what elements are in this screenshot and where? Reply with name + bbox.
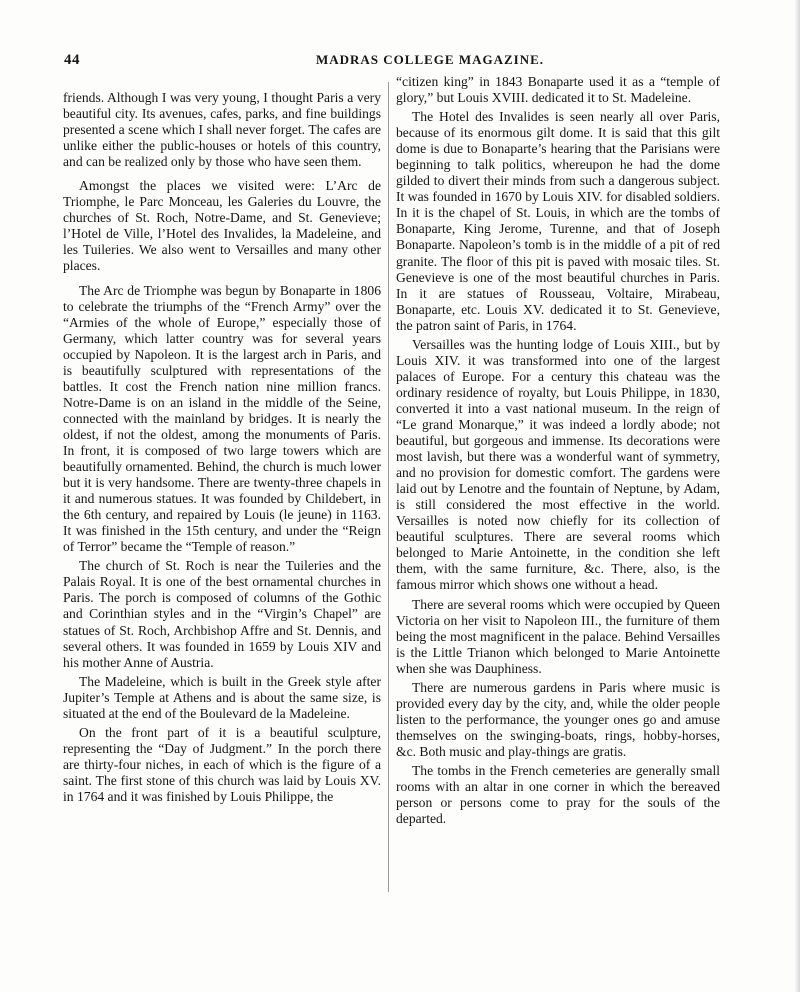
paragraph: The Hotel des Invalides is seen nearly all over Paris, because of its enormous gilt dome. It is said that this gilt dome is due to Bonaparte’s hearing that the Parisians were beginning to talk politics, whereupon he had the dome gilded to divert their minds from such a dangerous subject. It was founded in 1670 by Louis XIV. for disabled soldiers. In it is the chapel of St. Louis, in which are the tombs of Bonaparte, King Jerome, Turenne, and that of Joseph Bonaparte. Napoleon’s tomb is in the middle of a pit of red granite. The floor of this pit is paved with mosaic tiles. St. Genevieve is one of the most beautiful churches in Paris. In it are statues of Rousseau, Voltaire, Mirabeau, Bonaparte, etc. Louis XV. dedicated it to St. Genevieve, the patron saint of Paris, in 1764. (396, 109, 720, 333)
paragraph: There are numerous gardens in Paris where music is provided every day by the city, and, while the older people listen to the performance, the younger ones go and amuse themselves on the swinging-boats, rings, hobby-horses, &c. Both music and play-things are gratis. (396, 679, 720, 759)
left-column (63, 90, 381, 805)
right-column (396, 74, 720, 827)
paragraph: There are several rooms which were occupied by Queen Victoria on her visit to Napoleon III., the furniture of them being the most magnificent in the palace. Behind Versailles is the Little Trianon which belonged to Marie Antoinette when she was Dauphiness. (396, 596, 720, 676)
column-divider (388, 82, 389, 892)
paragraph: The tombs in the French cemeteries are generally small rooms with an altar in one corner in which the bereaved person or persons come to pray for the souls of the departed. (396, 762, 720, 827)
paragraph: The Arc de Triomphe was begun by Bonaparte in 1806 to celebrate the triumphs of the “French Army” over the “Armies of the whole of Europe,” especially those of Germany, which latter country was for several years occupied by Napoleon. It is the largest arch in Paris, and is beautifully sculptured with representations of the battles. It cost the French nation nine million francs. Notre-Dame is on an island in the middle of the Seine, connected with the mainland by bridges. It is nearly the oldest, if not the oldest, among the monuments of Paris. In front, it is composed of two large towers which are beautifully ornamented. Behind, the church is much lower but it is very handsome. There are twenty-three chapels in it and numerous statues. It was founded by Childebert, in the 6th century, and repaired by Louis (le jeune) in 1163. It was finished in the 15th century, and under the “Reign of Terror” became the “Temple of reason.” (63, 282, 381, 555)
paragraph: Versailles was the hunting lodge of Louis XIII., but by Louis XIV. it was transformed into one of the largest palaces of Europe. For a century this chateau was the ordinary residence of royalty, but Louis Philippe, in 1830, converted it into a vast national museum. In the reign of “Le grand Monarque,” it was indeed a lordly abode; not beautiful, but gorgeous and immense. Its decorations were most lavish, but there was a wonderful want of symmetry, and no provision for domestic comfort. The gardens were laid out by Lenotre and the fountain of Neptune, by Adam, is still considered the most effective in the world. Versailles is noted now chiefly for its collection of beautiful sculptures. There are several rooms which belonged to Marie Antoinette, in the condition she left them, with the same furniture, &c. There, also, is the famous mirror which shows one without a head. (396, 336, 720, 593)
paragraph: On the front part of it is a beautiful sculpture, representing the “Day of Judgment.” In the porch there are thirty-four niches, in each of which is the figure of a saint. The first stone of this church was laid by Louis XV. in 1764 and it was finished by Louis Philippe, the (63, 724, 381, 804)
paragraph: friends. Although I was very young, I thought Paris a very beautiful city. Its avenues, cafes, parks, and fine buildings presented a scene which I shall never forget. The cafes are unlike either the public-houses or hotels of this country, and can be realized only by those who have seen them. (63, 90, 381, 170)
page-number: 44 (64, 52, 80, 68)
paragraph: Amongst the places we visited were: L’Arc de Triomphe, le Parc Monceau, les Galeries du Louvre, the churches of St. Roch, Notre-Dame, and St. Genevieve; l’Hotel de Ville, l’Hotel des Invalides, la Madeleine, and les Tuileries. We also went to Versailles and many other places. (63, 178, 381, 274)
paragraph: “citizen king” in 1843 Bonaparte used it as a “temple of glory,” but Louis XVIII. dedicated it to St. Madeleine. (396, 74, 720, 106)
paragraph: The church of St. Roch is near the Tuileries and the Palais Royal. It is one of the best ornamental churches in Paris. The porch is composed of columns of the Gothic and Corinthian styles and in the “Virgin’s Chapel” are statues of St. Roch, Archbishop Affre and St. Dennis, and several others. It was founded in 1659 by Louis XIV and his mother Anne of Austria. (63, 558, 381, 670)
running-head: MADRAS COLLEGE MAGAZINE. (315, 52, 545, 67)
paragraph: The Madeleine, which is built in the Greek style after Jupiter’s Temple at Athens and is about the same size, is situated at the end of the Boulevard de la Madeleine. (63, 673, 381, 721)
page-edge-shadow (794, 0, 800, 992)
